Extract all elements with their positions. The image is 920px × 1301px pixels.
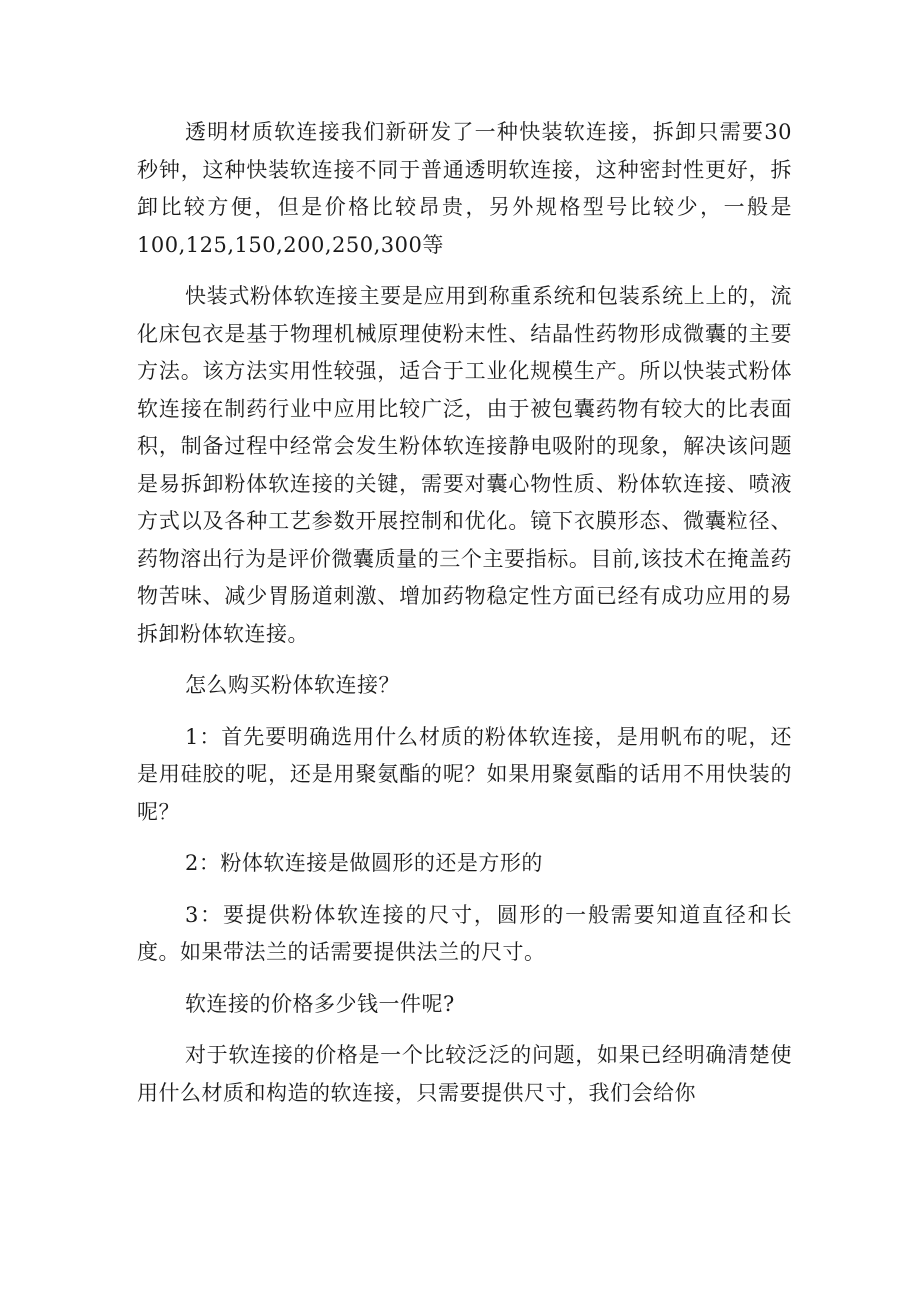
paragraph-quick-powder-connector: 快装式粉体软连接主要是应用到称重系统和包装系统上上的，流化床包衣是基于物理机械原理使粉末性、结晶性药物形成微囊的主要方法。该方法实用性较强，适合于工业化规模生产。所以快装式粉体软连接在制药行业中应用比较广泛，由于被包囊药物有较大的比表面积，制备过程中经常会发生粉体软连接静电吸附的现象，解决该问题是易拆卸粉体软连接的关键，需要对囊心物性质、粉体软连接、喷液方式以及各种工艺参数开展控制和优化。镜下衣膜形态、微囊粒径、药物溶出行为是评价微囊质量的三个主要指标。目前,该技术在掩盖药物苦味、减少胃肠道刺激、增加药物稳定性方面已经有成功应用的易拆卸粉体软连接。 xyxy=(137,284,792,646)
paragraph-price-answer: 对于软连接的价格是一个比较泛泛的问题，如果已经明确清楚使用什么材质和构造的软连接，只需要提供尺寸，我们会给你 xyxy=(137,1043,792,1105)
paragraph-step-3: 3：要提供粉体软连接的尺寸，圆形的一般需要知道直径和长度。如果带法兰的话需要提供法兰的尺寸。 xyxy=(137,902,792,964)
document-body xyxy=(137,114,792,1126)
paragraph-step-2: 2：粉体软连接是做圆形的还是方形的 xyxy=(185,851,543,875)
paragraph-step-1: 1：首先要明确选用什么材质的粉体软连接，是用帆布的呢，还是用硅胶的呢，还是用聚氨酯的呢？如果用聚氨酯的话用不用快装的呢？ xyxy=(137,724,792,824)
paragraph-transparent-quick-connector: 透明材质软连接我们新研发了一种快装软连接，拆卸只需要30秒钟，这种快装软连接不同于普通透明软连接，这种密封性更好，拆卸比较方便，但是价格比较昂贵，另外规格型号比较少，一般是100,125,150,200,250,300等 xyxy=(137,120,792,257)
paragraph-how-to-buy-heading: 怎么购买粉体软连接？ xyxy=(185,673,400,697)
paragraph-price-heading: 软连接的价格多少钱一件呢? xyxy=(185,991,455,1016)
